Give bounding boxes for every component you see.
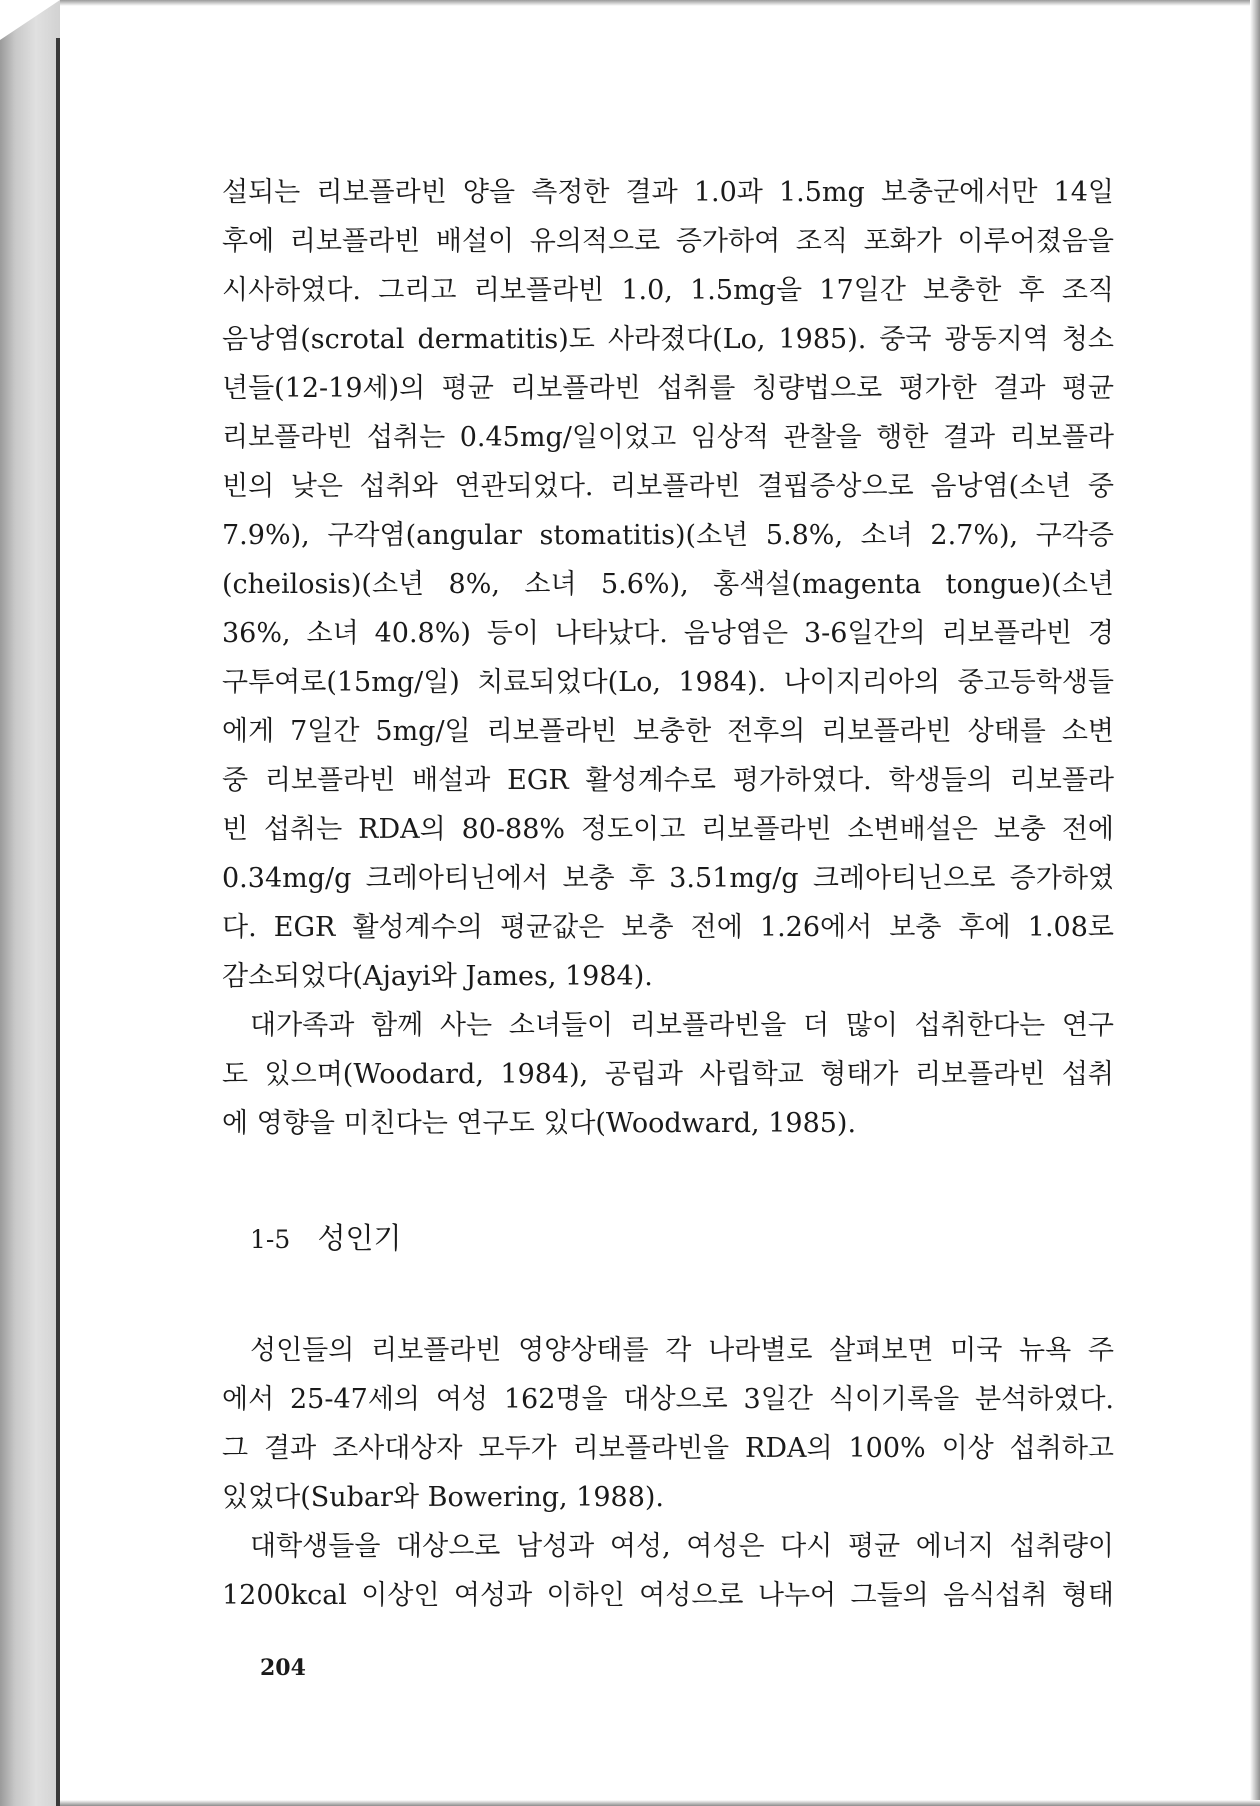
text-line: 성인들의 리보플라빈 영양상태를 각 나라별로 살펴보면 미국 뉴욕 주 xyxy=(250,1335,1114,1366)
text-line: 36%, 소녀 40.8%) 등이 나타났다. 음낭염은 3-6일간의 리보플라빈 경 xyxy=(222,618,1114,649)
right-page-edge xyxy=(1250,0,1260,1806)
spine-top-corner xyxy=(0,0,60,40)
text-line: 그 결과 조사대상자 모두가 리보플라빈을 RDA의 100% 이상 섭취하고 xyxy=(222,1433,1114,1464)
text-line: 중 리보플라빈 배설과 EGR 활성계수로 평가하였다. 학생들의 리보플라 xyxy=(222,765,1114,796)
text-line: 대학생들을 대상으로 남성과 여성, 여성은 다시 평균 에너지 섭취량이 xyxy=(250,1531,1114,1562)
top-page-edge xyxy=(60,0,1250,6)
paragraph-1 xyxy=(222,168,1114,1001)
text-line: 1200kcal 이상인 여성과 이하인 여성으로 나누어 그들의 음식섭취 형태 xyxy=(222,1580,1114,1611)
text-line: 후에 리보플라빈 배설이 유의적으로 증가하여 조직 포화가 이루어졌음을 xyxy=(222,226,1114,257)
text-line: 빈 섭취는 RDA의 80-88% 정도이고 리보플라빈 소변배설은 보충 전에 xyxy=(222,814,1114,845)
text-line: 0.34mg/g 크레아티닌에서 보충 후 3.51mg/g 크레아티닌으로 증가하였 xyxy=(222,863,1114,894)
bottom-page-edge xyxy=(60,1800,1260,1806)
text-line: 에게 7일간 5mg/일 리보플라빈 보충한 전후의 리보플라빈 상태를 소변 xyxy=(222,716,1114,747)
page-body xyxy=(222,168,1114,1620)
text-line: 년들(12-19세)의 평균 리보플라빈 섭취를 칭량법으로 평가한 결과 평균 xyxy=(222,373,1114,404)
page-number: 204 xyxy=(260,1655,306,1681)
text-line: 감소되었다(Ajayi와 James, 1984). xyxy=(222,961,653,992)
section-title: 성인기 xyxy=(317,1221,402,1255)
text-line: 다. EGR 활성계수의 평균값은 보충 전에 1.26에서 보충 후에 1.08로 xyxy=(222,912,1114,943)
text-line: 에서 25-47세의 여성 162명을 대상으로 3일간 식이기록을 분석하였다. xyxy=(222,1384,1114,1415)
text-line: 시사하였다. 그리고 리보플라빈 1.0, 1.5mg을 17일간 보충한 후 조직 xyxy=(222,275,1114,306)
text-line: 구투여로(15mg/일) 치료되었다(Lo, 1984). 나이지리아의 중고등학생들 xyxy=(222,667,1114,698)
text-line: 음낭염(scrotal dermatitis)도 사라졌다(Lo, 1985). 중국 광동지역 청소 xyxy=(222,324,1114,355)
paragraph-3 xyxy=(222,1326,1114,1522)
text-line: 설되는 리보플라빈 양을 측정한 결과 1.0과 1.5mg 보충군에서만 14일 xyxy=(222,177,1114,208)
paragraph-2 xyxy=(222,1001,1114,1148)
section-heading xyxy=(222,1218,1114,1260)
text-line: 리보플라빈 섭취는 0.45mg/일이었고 임상적 관찰을 행한 결과 리보플라 xyxy=(222,422,1114,453)
book-spine xyxy=(0,0,60,1806)
text-line: 빈의 낮은 섭취와 연관되었다. 리보플라빈 결핍증상으로 음낭염(소년 중 xyxy=(222,471,1114,502)
section-number: 1-5 xyxy=(250,1225,291,1254)
text-line: 있었다(Subar와 Bowering, 1988). xyxy=(222,1482,665,1513)
text-line: (cheilosis)(소년 8%, 소녀 5.6%), 홍색설(magenta tongue)(소년 xyxy=(222,569,1114,600)
text-line: 도 있으며(Woodard, 1984), 공립과 사립학교 형태가 리보플라빈 섭취 xyxy=(222,1059,1114,1090)
text-line: 대가족과 함께 사는 소녀들이 리보플라빈을 더 많이 섭취한다는 연구 xyxy=(250,1010,1114,1041)
text-line: 7.9%), 구각염(angular stomatitis)(소년 5.8%, 소녀 2.7%), 구각증 xyxy=(222,520,1114,551)
paragraph-4 xyxy=(222,1522,1114,1620)
spine-edge-line xyxy=(56,38,60,1806)
text-line: 에 영향을 미친다는 연구도 있다(Woodward, 1985). xyxy=(222,1108,857,1139)
